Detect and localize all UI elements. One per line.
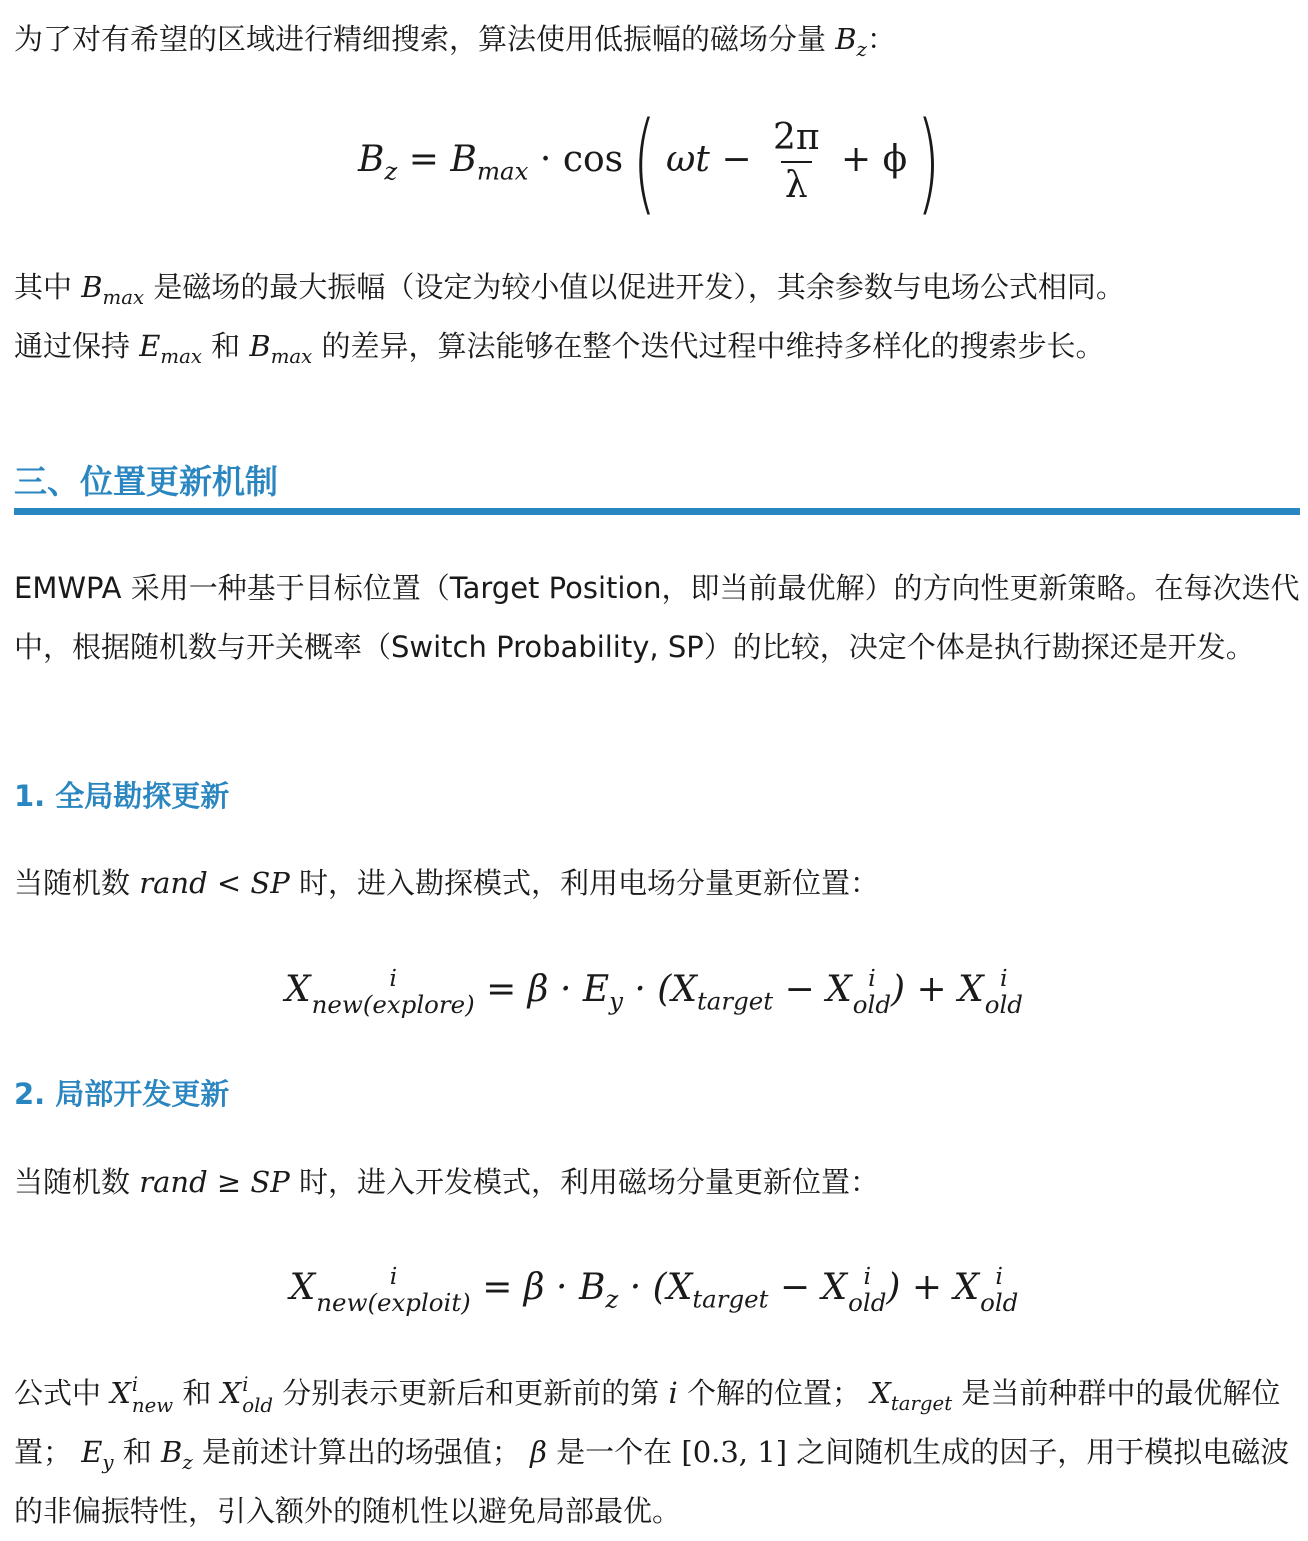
strategy-paragraph: EMWPA 采用一种基于目标位置（Target Position，即当前最优解）的方向性更新策略。在每次迭代中，根据随机数与开关概率（Switch Probability, SP）的比较，决定个体是执行勘探还是开发。 (14, 571, 1300, 664)
math-symbol: E (139, 329, 161, 363)
sup-sub-stack (984, 963, 1023, 1019)
eq-bz-lhs (357, 139, 398, 186)
explore-condition (14, 854, 1304, 913)
math-subscript: new (131, 1393, 174, 1417)
math-expression: − X (779, 1267, 848, 1308)
math-subscript: z (182, 1450, 193, 1474)
math-symbol: X (110, 1376, 131, 1410)
math-symbol: B (835, 22, 857, 56)
sup-sub-stack (311, 963, 475, 1019)
math-symbol: X (289, 1267, 316, 1308)
explain-text: 的差异，算法能够在整个迭代过程中维持多样化的搜索步长。 (321, 329, 1105, 363)
condition-text: 当随机数 (14, 866, 131, 900)
inline-math-x-target (870, 1376, 953, 1415)
math-expression: = β · B (482, 1267, 606, 1308)
math-subscript: z (384, 156, 398, 186)
inline-math-condition (139, 1165, 290, 1199)
math-subscript: old (848, 1287, 887, 1317)
intro-paragraph (14, 10, 1304, 69)
exploit-condition (14, 1153, 1304, 1212)
notes-text: 个解的位置； (686, 1376, 861, 1410)
math-subscript: old (852, 989, 891, 1019)
explain-paragraph (14, 258, 1304, 376)
left-paren: ( (632, 98, 657, 226)
notes-text: 是前述计算出的场强值； (201, 1435, 521, 1469)
math-subscript: z (605, 1284, 619, 1314)
notes-text: 分别表示更新后和更新前的第 (282, 1376, 660, 1410)
inline-math-beta: β (530, 1435, 547, 1469)
condition-text: 当随机数 (14, 1165, 131, 1199)
math-superscript: i (1000, 963, 1008, 992)
math-expression: = β · E (486, 969, 610, 1010)
math-expression: ) + X (891, 969, 984, 1010)
notes-text: 之间随机生成的因子，用于模拟电磁波的非偏振特性，引入额外的随机性以避免局部最优。 (14, 1435, 1290, 1528)
notes-text: 和 (122, 1435, 152, 1469)
math-subscript: y (609, 986, 623, 1016)
math-subscript: max (476, 156, 529, 186)
math-expression: ) + X (886, 1267, 980, 1308)
plus-phi: + ϕ (840, 139, 908, 180)
cos-function: cos (562, 139, 624, 180)
explain-text: 其中 (14, 270, 73, 304)
math-superscript: i (389, 963, 397, 992)
sup-sub-stack (316, 1261, 471, 1317)
inline-math-i: i (668, 1376, 678, 1410)
notes-text: 公式中 (14, 1376, 102, 1410)
math-subscript: target (890, 1391, 953, 1415)
math-symbol: rand (139, 1165, 208, 1199)
math-expression: − X (784, 969, 852, 1010)
sup-sub-stack (848, 1261, 887, 1317)
eq-bz-bmax (450, 139, 529, 186)
math-subscript: target (692, 1284, 769, 1314)
inline-math-interval: [0.3, 1] (681, 1435, 788, 1469)
math-subscript: new(explore) (311, 989, 475, 1019)
fraction-denominator: λ (781, 161, 812, 206)
math-symbol: B (450, 139, 477, 180)
inline-math-bz (161, 1435, 193, 1474)
math-superscript: i (389, 1261, 398, 1290)
cdot: · (539, 139, 552, 180)
inline-math-bmax (81, 270, 145, 309)
math-superscript: i (868, 963, 876, 992)
math-symbol: B (81, 270, 103, 304)
equation-bz (0, 98, 1308, 226)
math-subscript: max (102, 285, 145, 309)
math-symbol: SP (250, 866, 290, 900)
math-superscript: i (863, 1261, 872, 1290)
inline-math-ey (81, 1435, 114, 1474)
math-subscript: old (980, 1287, 1019, 1317)
math-subscript: target (696, 986, 774, 1016)
inline-math-bz (835, 22, 867, 61)
fraction-numerator: 2π (772, 117, 820, 159)
sup-sub-stack (242, 1372, 273, 1417)
math-symbol: SP (250, 1165, 290, 1199)
condition-text: 时，进入勘探模式，利用电场分量更新位置： (299, 866, 880, 900)
inline-math-condition (139, 866, 290, 900)
math-subscript: z (856, 37, 867, 61)
inline-math-bmax (249, 329, 313, 368)
math-superscript: i (242, 1372, 249, 1396)
omega-t: ωt (666, 139, 710, 180)
explain-text: 通过保持 (14, 329, 131, 363)
intro-text: 为了对有希望的区域进行精细搜索，算法使用低振幅的磁场分量 (14, 22, 827, 56)
math-subscript: new(exploit) (316, 1287, 471, 1317)
section-heading: 三、位置更新机制 (14, 456, 1300, 515)
math-symbol: B (161, 1435, 183, 1469)
math-subscript: old (242, 1393, 273, 1417)
math-expression: · (X (629, 1267, 693, 1308)
sup-sub-stack (852, 963, 891, 1019)
math-expression: · (X (634, 969, 697, 1010)
notes-text: 和 (182, 1376, 212, 1410)
math-subscript: max (270, 344, 313, 368)
right-paren: ) (916, 98, 941, 226)
subsection-heading-exploit: 2. 局部开发更新 (14, 1077, 230, 1111)
explain-text: 是磁场的最大振幅（设定为较小值以促进开发），其余参数与电场公式相同。 (153, 270, 1125, 304)
math-relation: < (216, 866, 242, 900)
math-superscript: i (995, 1261, 1004, 1290)
math-relation: ≥ (216, 1165, 242, 1199)
eq-sign: = (408, 139, 439, 180)
intro-colon: ： (866, 22, 896, 56)
explain-text: 和 (211, 329, 241, 363)
math-symbol: X (285, 969, 311, 1010)
math-symbol: rand (139, 866, 208, 900)
subsection-heading-explore: 1. 全局勘探更新 (14, 779, 230, 813)
minus-sign: − (721, 139, 752, 180)
inline-math-x-old (220, 1372, 273, 1417)
inline-math-emax (139, 329, 202, 368)
math-symbol: B (249, 329, 271, 363)
fraction-2pi-lambda (769, 118, 824, 205)
math-symbol: X (870, 1376, 891, 1410)
math-symbol: X (220, 1376, 242, 1410)
condition-text: 时，进入开发模式，利用磁场分量更新位置： (299, 1165, 880, 1199)
equation-explore (0, 950, 1308, 1030)
sup-sub-stack (131, 1372, 174, 1417)
math-subscript: y (102, 1450, 114, 1474)
notes-paragraph (14, 1364, 1304, 1541)
math-superscript: i (131, 1372, 139, 1396)
math-symbol: B (357, 139, 385, 180)
notes-text: 是一个在 (556, 1435, 673, 1469)
notes-text: 是当前种群中的最优解位置； (14, 1376, 1281, 1469)
math-symbol: E (81, 1435, 103, 1469)
math-subscript: old (984, 989, 1023, 1019)
math-subscript: max (160, 344, 202, 368)
inline-math-x-new (110, 1372, 174, 1417)
sup-sub-stack (980, 1261, 1019, 1317)
equation-exploit (0, 1248, 1308, 1328)
